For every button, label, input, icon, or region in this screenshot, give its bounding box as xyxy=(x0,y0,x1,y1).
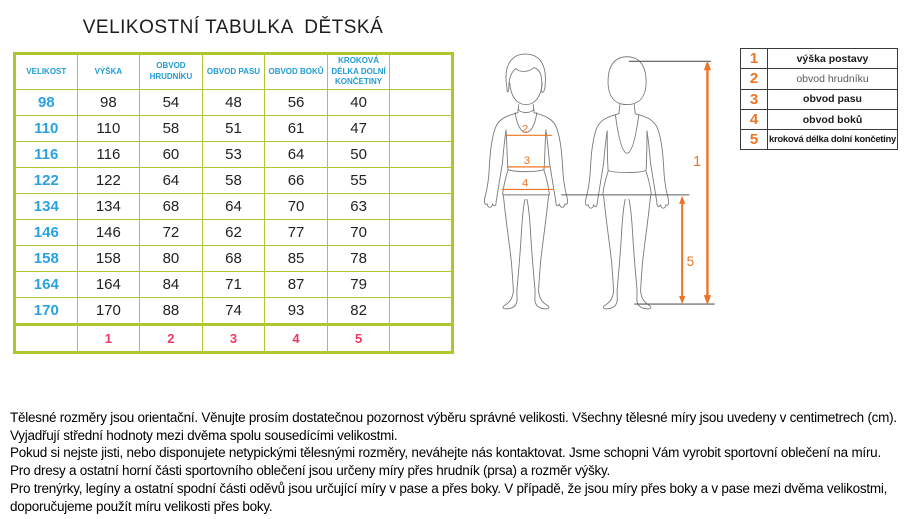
measure-value: 79 xyxy=(327,272,390,298)
legend-number: 2 xyxy=(741,69,768,89)
measure-value: 53 xyxy=(202,142,265,168)
footer-ref-number: 1 xyxy=(77,325,140,353)
header-row xyxy=(15,54,453,90)
measure-value: 170 xyxy=(77,298,140,325)
legend-label: obvod pasu xyxy=(768,89,898,109)
size-table-foot xyxy=(15,325,453,353)
legend-label: obvod hrudníku xyxy=(768,69,898,89)
measure-value: 77 xyxy=(265,220,328,246)
legend-row xyxy=(741,130,898,150)
inseam-measure-label: 5 xyxy=(686,254,695,270)
measure-value: 110 xyxy=(77,116,140,142)
measure-value: 82 xyxy=(327,298,390,325)
height-measure-label: 1 xyxy=(693,153,702,170)
measure-value xyxy=(390,272,453,298)
measure-value: 98 xyxy=(77,90,140,116)
measure-value: 164 xyxy=(77,272,140,298)
legend-body xyxy=(741,49,898,150)
legend-label: kroková délka dolní končetiny xyxy=(768,130,898,150)
legend-row xyxy=(741,109,898,129)
legend-number: 1 xyxy=(741,49,768,69)
measure-value: 64 xyxy=(140,168,203,194)
measure-value: 62 xyxy=(202,220,265,246)
legend-row xyxy=(741,49,898,69)
measure-value xyxy=(390,194,453,220)
hip-measure-label: 4 xyxy=(521,177,529,190)
measure-value: 80 xyxy=(140,246,203,272)
measure-value: 51 xyxy=(202,116,265,142)
measure-value: 60 xyxy=(140,142,203,168)
note-line: Pro dresy a ostatní horní části sportovního oblečení jsou určeny míry přes hrudník (prsa) a rozměr výšky. xyxy=(10,463,611,479)
legend-number: 5 xyxy=(741,130,768,150)
legend-row xyxy=(741,89,898,109)
figure-back-view xyxy=(586,57,669,309)
measure-value xyxy=(390,298,453,325)
measure-value: 64 xyxy=(265,142,328,168)
measure-value xyxy=(390,168,453,194)
size-value: 146 xyxy=(15,220,78,246)
note-line: Pokud si nejste jisti, nebo disponujete netypickými tělesnými rozměry, neváhejte nás kontaktovat. Jsme schopni Vám vyrobit sportovní oblečení na míru. xyxy=(10,445,881,461)
measure-value: 68 xyxy=(202,246,265,272)
note-line: Pro trenýrky, legíny a ostatní spodní části oděvů jsou určující míry v pase a přes boky. V případě, že jsou míry přes boky a v pase mezi dvěma velikostmi, xyxy=(10,480,888,496)
measure-value xyxy=(390,142,453,168)
measure-value: 87 xyxy=(265,272,328,298)
measure-value: 47 xyxy=(327,116,390,142)
size-table-body xyxy=(15,90,453,325)
column-header xyxy=(390,54,453,90)
measure-value: 48 xyxy=(202,90,265,116)
size-value: 98 xyxy=(15,90,78,116)
size-value: 170 xyxy=(15,298,78,325)
note-line: doporučujeme použít míru velikosti přes boky. xyxy=(10,498,273,514)
note-line: Tělesné rozměry jsou orientační. Věnujte prosím dostatečnou pozornost výběru správné velikosti. Všechny tělesné míry jsou uvedeny v centimetrech (cm). xyxy=(10,410,897,425)
measure-value: 71 xyxy=(202,272,265,298)
size-row xyxy=(15,168,453,194)
column-header: OBVOD BOKŮ xyxy=(265,54,328,90)
measure-value: 70 xyxy=(265,194,328,220)
size-row xyxy=(15,116,453,142)
measure-value: 146 xyxy=(77,220,140,246)
measure-value: 56 xyxy=(265,90,328,116)
legend-number: 4 xyxy=(741,109,768,129)
footer-ref-number: 4 xyxy=(265,325,328,353)
measure-value: 68 xyxy=(140,194,203,220)
measure-value: 70 xyxy=(327,220,390,246)
size-value: 158 xyxy=(15,246,78,272)
measure-value: 61 xyxy=(265,116,328,142)
measure-value xyxy=(390,246,453,272)
measure-value xyxy=(390,90,453,116)
size-value: 116 xyxy=(15,142,78,168)
measure-value xyxy=(390,220,453,246)
note-line: Vyjadřují střední hodnoty mezi dvěma spolu sousedícími velikostmi. xyxy=(10,427,398,443)
measure-value: 54 xyxy=(140,90,203,116)
size-value: 134 xyxy=(15,194,78,220)
measure-value: 122 xyxy=(77,168,140,194)
column-header: VÝŠKA xyxy=(77,54,140,90)
footer-ref-number xyxy=(390,325,453,353)
measure-value: 58 xyxy=(140,116,203,142)
measure-value: 84 xyxy=(140,272,203,298)
size-row xyxy=(15,272,453,298)
size-row xyxy=(15,142,453,168)
measure-value: 78 xyxy=(327,246,390,272)
notes-paragraph xyxy=(10,409,918,515)
column-header: OBVOD PASU xyxy=(202,54,265,90)
measure-value: 93 xyxy=(265,298,328,325)
column-header: VELIKOST xyxy=(15,54,78,90)
measure-value: 66 xyxy=(265,168,328,194)
size-value: 122 xyxy=(15,168,78,194)
measure-value: 88 xyxy=(140,298,203,325)
size-diagram xyxy=(450,36,750,370)
measurement-legend-table xyxy=(740,48,898,150)
size-value: 164 xyxy=(15,272,78,298)
measure-value xyxy=(390,116,453,142)
size-row xyxy=(15,298,453,325)
measure-value: 50 xyxy=(327,142,390,168)
measure-value: 116 xyxy=(77,142,140,168)
measure-value: 55 xyxy=(327,168,390,194)
size-row xyxy=(15,90,453,116)
size-row xyxy=(15,246,453,272)
measure-value: 72 xyxy=(140,220,203,246)
legend-label: obvod boků xyxy=(768,109,898,129)
footer-ref-number: 3 xyxy=(202,325,265,353)
measure-value: 58 xyxy=(202,168,265,194)
size-table-head xyxy=(15,54,453,90)
footer-ref-number: 5 xyxy=(327,325,390,353)
legend-number: 3 xyxy=(741,89,768,109)
footer-ref-number: 2 xyxy=(140,325,203,353)
size-value: 110 xyxy=(15,116,78,142)
legend-label: výška postavy xyxy=(768,49,898,69)
measure-value: 64 xyxy=(202,194,265,220)
footer-row xyxy=(15,325,453,353)
measure-value: 158 xyxy=(77,246,140,272)
waist-measure-label: 3 xyxy=(523,155,531,168)
size-table xyxy=(13,52,454,354)
footer-ref-number xyxy=(15,325,78,353)
size-row xyxy=(15,194,453,220)
measure-value: 74 xyxy=(202,298,265,325)
measure-value: 63 xyxy=(327,194,390,220)
measure-value: 134 xyxy=(77,194,140,220)
size-row xyxy=(15,220,453,246)
column-header: KROKOVÁ DÉLKA DOLNÍ KONČETINY xyxy=(327,54,390,90)
measure-value: 85 xyxy=(265,246,328,272)
column-header: OBVOD HRUDNÍKU xyxy=(140,54,203,90)
page-title: VELIKOSTNÍ TABULKA DĚTSKÁ xyxy=(82,17,384,38)
measure-value: 40 xyxy=(327,90,390,116)
legend-row xyxy=(741,69,898,89)
chest-measure-label: 2 xyxy=(521,123,529,136)
